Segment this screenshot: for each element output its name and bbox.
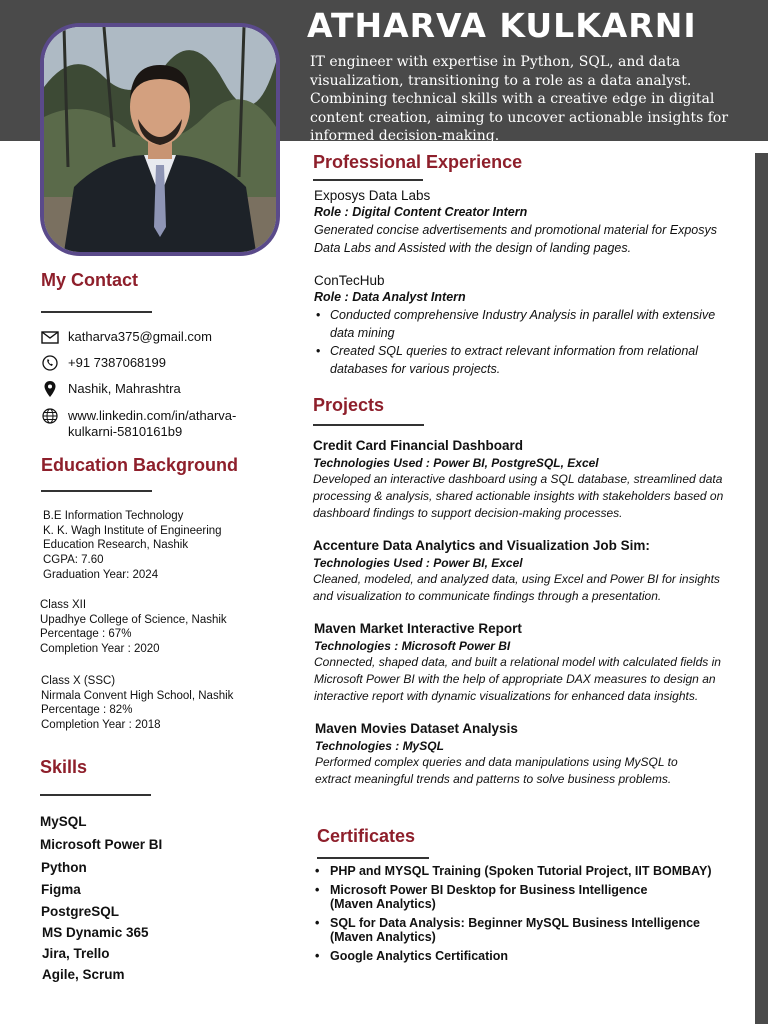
job-bullet: • Conducted comprehensive Industry Analysis in parallel with extensive data mining: [314, 306, 739, 342]
contact-phone[interactable]: +91 7387068199: [68, 355, 166, 370]
job-company: ConTecHub: [314, 273, 385, 288]
edu-line: Class X (SSC): [41, 675, 116, 687]
project-title: Credit Card Financial Dashboard: [313, 438, 524, 453]
project-description: Performed complex queries and data manipulations using MySQL to extract meaningful trends and patterns to solve business problems.: [315, 755, 678, 786]
skill-item: Microsoft Power BI: [40, 837, 163, 852]
skills-section-title: Skills: [40, 757, 88, 777]
location-pin-icon: [40, 381, 60, 397]
education-section-title: Education Background: [41, 455, 239, 475]
certificate-item: • SQL for Data Analysis: Beginner MySQL Business Intelligence (Maven Analytics): [314, 916, 719, 944]
job-description: Generated concise advertisements and promotional material for Exposys Data Labs and Assisted with the design of landing pages.: [314, 223, 717, 255]
education-section-rule: [41, 490, 152, 492]
certificate-item: • Google Analytics Certification: [314, 949, 744, 963]
job-company: Exposys Data Labs: [314, 188, 431, 203]
contact-linkedin[interactable]: [68, 408, 236, 440]
contact-location-row: [40, 381, 181, 397]
edu-line: CGPA: 7.60: [43, 554, 104, 567]
edu-line: Completion Year : 2018: [41, 719, 161, 732]
certificate-item: • Microsoft Power BI Desktop for Business Intelligence (Maven Analytics): [314, 883, 664, 911]
edu-line: B.E Information Technology: [43, 510, 184, 522]
certificate-item: • PHP and MYSQL Training (Spoken Tutorial Project, IIT BOMBAY): [314, 864, 744, 878]
profile-photo-illustration: [44, 27, 276, 252]
edu-line: Class XII: [40, 599, 87, 611]
project-tech: Technologies : Microsoft Power BI: [314, 639, 511, 653]
certificates-section-title: Certificates: [317, 826, 416, 846]
project-tech: Technologies Used : Power BI, Excel: [313, 556, 523, 570]
skill-item: MySQL: [40, 814, 87, 829]
experience-section-title: Professional Experience: [313, 152, 523, 172]
project-accenture: [313, 537, 741, 605]
edu-line: Upadhye College of Science, Nashik: [40, 613, 227, 626]
project-maven-market: [314, 620, 734, 705]
project-title: Accenture Data Analytics and Visualization Job Sim:: [313, 538, 650, 553]
project-title: Maven Movies Dataset Analysis: [315, 721, 518, 736]
profile-summary: IT engineer with expertise in Python, SQL, and data visualization, transitioning to a role as a data analyst. Combining technical skills with a creative edge in digital content creation, aiming to uncover actionable insights for informed decision-making.: [310, 54, 729, 144]
project-tech: Technologies : MySQL: [315, 739, 444, 753]
contact-email-row: [40, 329, 212, 345]
phone-icon: [40, 355, 60, 371]
linkedin-line-2: kulkarni-5810161b9: [68, 424, 183, 439]
contact-location: Nashik, Mahrashtra: [68, 381, 181, 396]
globe-icon: [40, 408, 60, 424]
skill-item: Python: [41, 860, 87, 875]
certificates-section-rule: [317, 857, 429, 859]
job-exposys: [314, 187, 739, 257]
job-bullets: [314, 306, 739, 378]
edu-line: Completion Year : 2020: [40, 643, 160, 656]
job-role: Role : Digital Content Creator Intern: [314, 205, 528, 219]
skill-item: PostgreSQL: [41, 904, 120, 919]
job-role: Role : Data Analyst Intern: [314, 290, 466, 304]
project-title: Maven Market Interactive Report: [314, 621, 522, 636]
contact-section-title: My Contact: [41, 270, 139, 290]
skill-item: Jira, Trello: [42, 946, 110, 961]
edu-line: Education Research, Nashik: [43, 539, 189, 552]
edu-line: K. K. Wagh Institute of Engineering: [43, 524, 222, 537]
linkedin-line-1: www.linkedin.com/in/atharva-: [68, 408, 237, 423]
profile-photo: [40, 23, 280, 256]
projects-section-rule: [313, 424, 424, 426]
skill-item: Figma: [41, 882, 81, 897]
projects-section-title: Projects: [313, 395, 385, 415]
edu-line: Nirmala Convent High School, Nashik: [41, 689, 234, 702]
certificates-list: [314, 864, 744, 968]
job-contechub: [314, 272, 739, 378]
contact-email[interactable]: katharva375@gmail.com: [68, 329, 212, 344]
education-entry-class-xii: [40, 598, 227, 657]
education-entry-class-x: [41, 674, 233, 733]
edu-line: Graduation Year: 2024: [43, 568, 159, 581]
skill-item: Agile, Scrum: [42, 967, 125, 982]
job-bullet: • Created SQL queries to extract relevant information from relational databases for various projects.: [314, 342, 739, 378]
edu-line: Percentage : 67%: [40, 628, 132, 641]
skills-section-rule: [40, 794, 151, 796]
education-entry-be: [43, 509, 222, 583]
skill-item: MS Dynamic 365: [42, 925, 149, 940]
contact-section-rule: [41, 311, 152, 313]
project-maven-movies: [315, 720, 695, 788]
project-description: Connected, shaped data, and built a relational model with calculated fields in Microsoft Power BI with the help of appropriate DAX measures to design an interactive report with dynamic visualizations for enhanced data insights.: [314, 655, 721, 703]
project-credit-card: [313, 437, 738, 522]
edu-line: Percentage : 82%: [41, 704, 133, 717]
project-tech: Technologies Used : Power BI, PostgreSQL, Excel: [313, 456, 599, 470]
experience-section-rule: [313, 179, 423, 181]
project-description: Developed an interactive dashboard using a SQL database, streamlined data processing & analysis, shared actionable insights with stakeholders based on dashboard findings to support decision-making processes.: [313, 472, 724, 520]
project-description: Cleaned, modeled, and analyzed data, using Excel and Power BI for insights and visualization to communicate findings through a presentation.: [313, 572, 720, 603]
right-accent-bar: [755, 153, 768, 1024]
envelope-icon: [40, 329, 60, 345]
contact-phone-row: [40, 355, 166, 371]
candidate-name: ATHARVA KULKARNI: [307, 6, 697, 45]
contact-linkedin-row: [40, 408, 236, 440]
